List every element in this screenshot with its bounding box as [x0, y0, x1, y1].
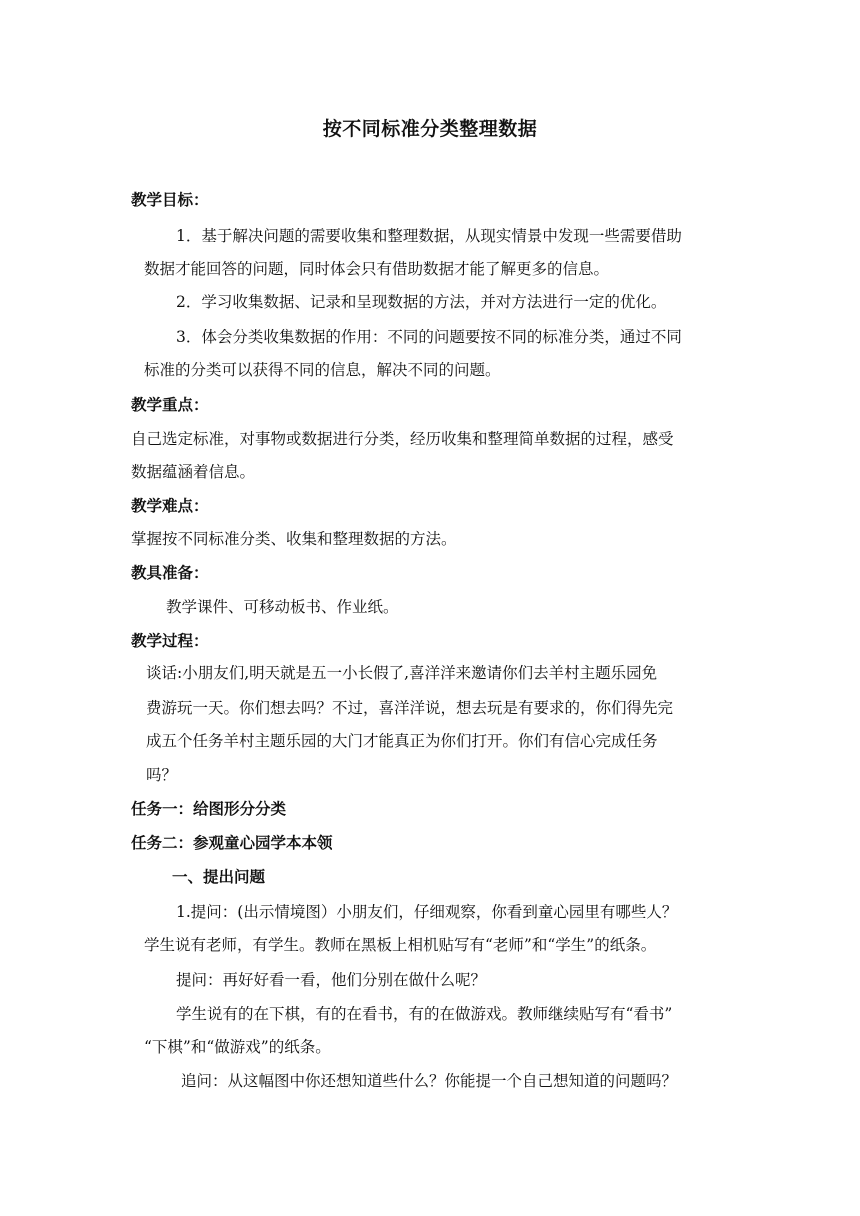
answer-2-line-2: “下棋”和“做游戏”的纸条。 — [144, 1038, 331, 1056]
question-3: 追问：从这幅图中你还想知道些什么？你能提一个自己想知道的问题吗？ — [181, 1072, 678, 1090]
preparation-text: 教学课件、可移动板书、作业纸。 — [166, 598, 399, 616]
key-points-line-2: 数据蕴涵着信息。 — [131, 463, 256, 481]
goal-1-line-2: 数据才能回答的问题，同时体会只有借助数据才能了解更多的信息。 — [144, 260, 610, 278]
task-1-heading: 任务一：给图形分分类 — [131, 800, 287, 818]
intro-line-2: 费游玩一天。你们想去吗？不过，喜洋洋说，想去玩是有要求的，你们得先完 — [146, 699, 674, 717]
goal-3-line-2: 标准的分类可以获得不同的信息，解决不同的问题。 — [144, 361, 501, 379]
difficulties-heading: 教学难点： — [131, 497, 209, 515]
section-1-heading: 一、提出问题 — [172, 868, 266, 886]
intro-line-1: 谈话:小朋友们,明天就是五一小长假了,喜洋洋来邀请你们去羊村主题乐园免 — [146, 664, 658, 682]
intro-line-3: 成五个任务羊村主题乐园的大门才能真正为你们打开。你们有信心完成任务 — [146, 732, 658, 750]
process-heading: 教学过程： — [131, 632, 209, 650]
key-points-line-1: 自己选定标准，对事物或数据进行分类，经历收集和整理简单数据的过程，感受 — [131, 430, 674, 448]
question-1-line-1: 1.提问：(出示情境图）小朋友们，仔细观察，你看到童心园里有哪些人？ — [176, 903, 678, 921]
document-title: 按不同标准分类整理数据 — [322, 118, 538, 140]
goal-2: 2．学习收集数据、记录和呈现数据的方法，并对方法进行一定的优化。 — [176, 293, 667, 311]
answer-2-line-1: 学生说有的在下棋，有的在看书，有的在做游戏。教师继续贴写有“看书” — [176, 1005, 673, 1023]
task-2-heading: 任务二：参观童心园学本本领 — [131, 834, 333, 852]
difficulties-text: 掌握按不同标准分类、收集和整理数据的方法。 — [131, 530, 457, 548]
question-2: 提问：再好好看一看，他们分别在做什么呢？ — [176, 971, 487, 989]
key-points-heading: 教学重点： — [131, 396, 209, 414]
goal-1-line-1: 1．基于解决问题的需要收集和整理数据，从现实情景中发现一些需要借助 — [176, 227, 682, 245]
preparation-heading: 教具准备： — [131, 564, 209, 582]
goal-3-line-1: 3．体会分类收集数据的作用：不同的问题要按不同的标准分类，通过不同 — [176, 328, 682, 346]
question-1-line-2: 学生说有老师，有学生。教师在黑板上相机贴写有“老师”和“学生”的纸条。 — [144, 936, 657, 954]
goals-heading: 教学目标： — [131, 191, 209, 209]
intro-line-4: 吗？ — [146, 766, 178, 784]
